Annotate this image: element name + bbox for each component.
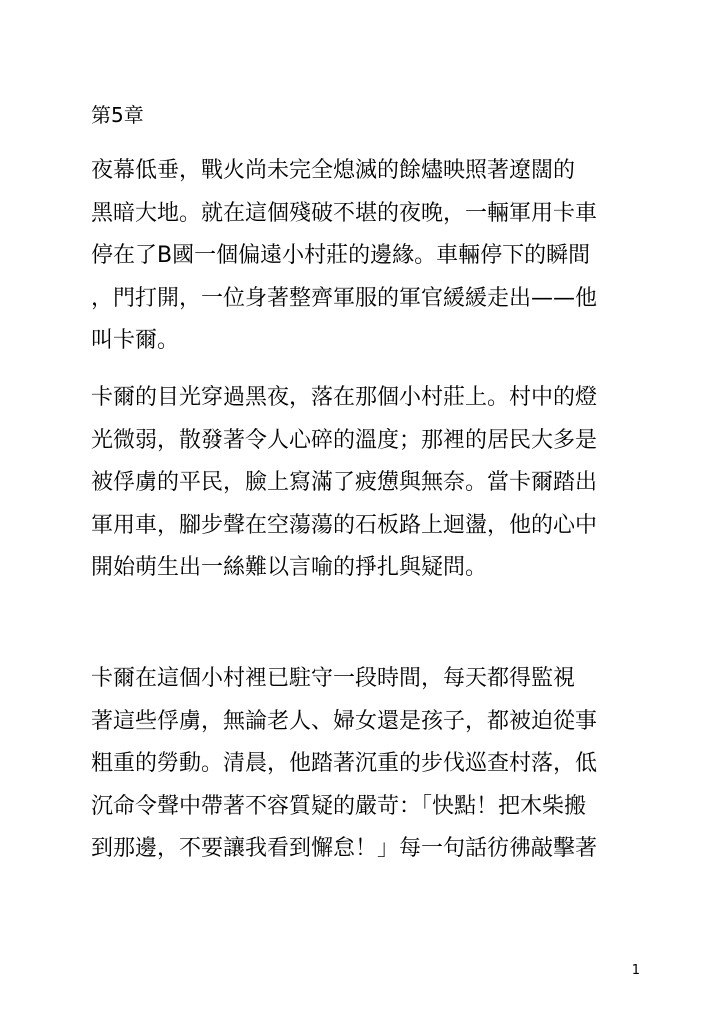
text-line: 卡爾在這個小村裡已駐守一段時間，每天都得監視 [91,666,576,691]
text-line: 著這些俘虜，無論老人、婦女還是孩子，都被迫從事 [91,708,598,734]
paragraph-3 [91,658,639,871]
chapter-title: 第5章 [91,103,144,127]
text-line: ，門打開，一位身著整齊軍服的軍官緩緩走出——他 [91,285,598,311]
text-line: 卡爾的目光穿過黑夜，落在那個小村莊上。村中的燈 [91,385,598,410]
text-line: 被俘虜的平民，臉上寫滿了疲憊與無奈。當卡爾踏出 [91,470,598,495]
paragraph-1 [91,150,639,363]
text-line: 粗重的勞動。清晨，他踏著沉重的步伐巡查村落，低 [91,751,598,776]
paragraph-2 [91,377,639,590]
text-line: 光微弱，散發著令人心碎的溫度；那裡的居民大多是 [91,427,598,453]
text-line: 停在了B國一個偏遠小村莊的邊緣。車輛停下的瞬間 [91,243,591,268]
text-line: 開始萌生出一絲難以言喻的掙扎與疑問。 [91,555,488,580]
page-number: 1 [631,963,640,978]
text-line: 叫卡爾。 [91,328,180,353]
text-line: 到那邊，不要讓我看到懈怠！」每一句話彷彿敲擊著 [91,836,598,861]
text-line: 黑暗大地。就在這個殘破不堪的夜晚，一輛軍用卡車 [91,200,598,226]
text-line: 軍用車，腳步聲在空蕩蕩的石板路上迴盪，他的心中 [91,512,598,538]
text-line: 夜幕低垂，戰火尚未完全熄滅的餘燼映照著遼闊的 [91,158,576,183]
text-line: 沉命令聲中帶著不容質疑的嚴苛：「快點！把木柴搬 [91,793,587,819]
